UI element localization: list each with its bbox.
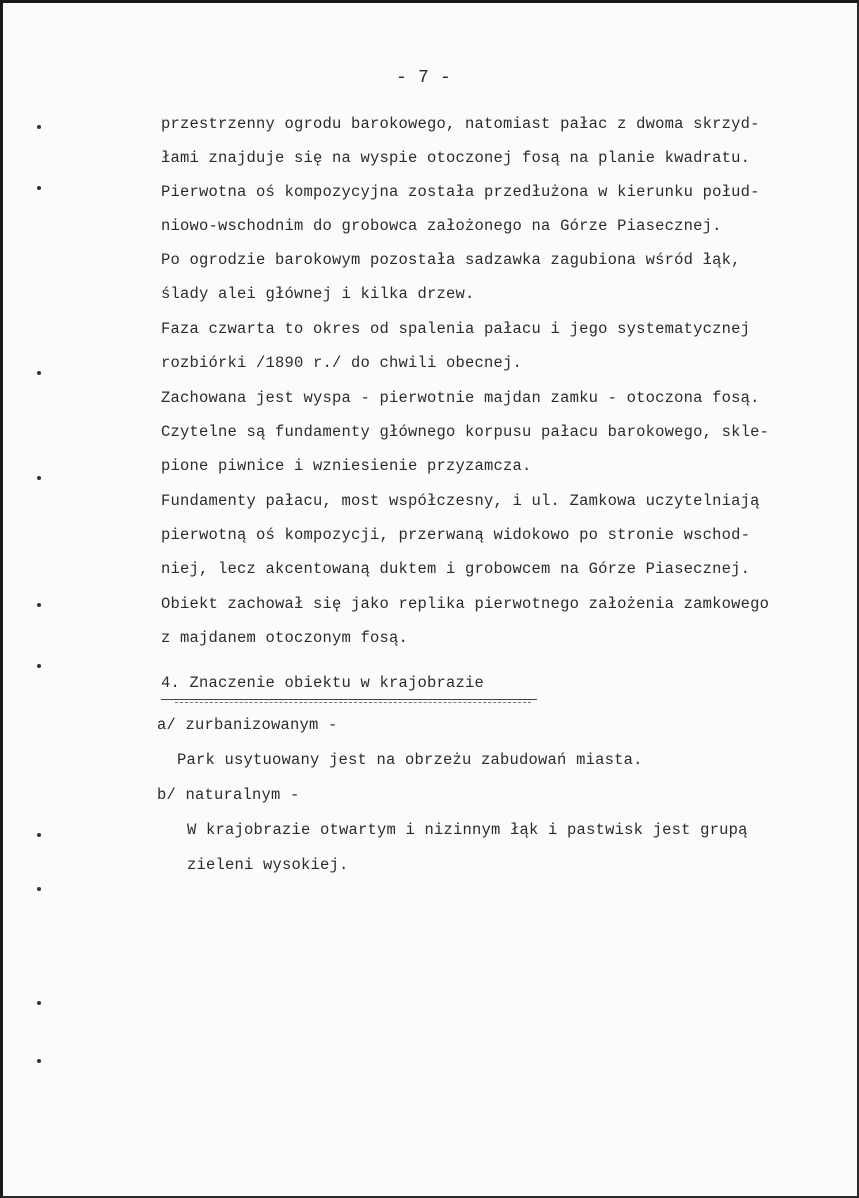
body-line: Po ogrodzie barokowym pozostała sadzawka zagubiona wśród łąk, xyxy=(161,251,741,269)
body-line: Fundamenty pałacu, most współczesny, i ul. Zamkowa uczytelniają xyxy=(161,492,760,510)
margin-mark xyxy=(37,186,41,190)
body-line: Czytelne są fundamenty głównego korpusu pałacu barokowego, skle- xyxy=(161,423,770,441)
body-line: ślady alei głównej i kilka drzew. xyxy=(161,285,475,303)
margin-mark xyxy=(37,476,41,480)
margin-mark xyxy=(37,1059,41,1063)
body-line: łami znajduje się na wyspie otoczonej fosą na planie kwadratu. xyxy=(161,149,751,167)
margin-mark xyxy=(37,603,41,607)
margin-mark xyxy=(37,371,41,375)
body-line: Zachowana jest wyspa - pierwotnie majdan zamku - otoczona fosą. xyxy=(161,389,760,407)
section-heading: 4. Znaczenie obiektu w krajobrazie xyxy=(161,674,485,692)
list-item-label: a/ zurbanizowanym - xyxy=(157,716,338,734)
body-line: z majdanem otoczonym fosą. xyxy=(161,629,409,647)
body-line: pierwotną oś kompozycji, przerwaną widokowo po stronie wschod- xyxy=(161,526,751,544)
margin-mark xyxy=(37,887,41,891)
heading-underline-secondary xyxy=(175,702,531,703)
list-item-text: zieleni wysokiej. xyxy=(187,856,349,874)
margin-mark xyxy=(37,1001,41,1005)
body-line: Obiekt zachował się jako replika pierwotnego założenia zamkowego xyxy=(161,595,770,613)
body-line: pione piwnice i wzniesienie przyzamcza. xyxy=(161,457,532,475)
body-line: Pierwotna oś kompozycyjna została przedłużona w kierunku połud- xyxy=(161,183,760,201)
page-number: - 7 - xyxy=(396,68,452,88)
body-line: rozbiórki /1890 r./ do chwili obecnej. xyxy=(161,354,523,372)
margin-mark xyxy=(37,664,41,668)
margin-mark xyxy=(37,833,41,837)
body-line: Faza czwarta to okres od spalenia pałacu i jego systematycznej xyxy=(161,320,751,338)
list-item-text: Park usytuowany jest na obrzeżu zabudowań miasta. xyxy=(177,751,643,769)
body-line: niej, lecz akcentowaną duktem i grobowcem na Górze Piasecznej. xyxy=(161,560,751,578)
heading-underline xyxy=(161,699,537,700)
body-line: przestrzenny ogrodu barokowego, natomiast pałac z dwoma skrzyd- xyxy=(161,115,760,133)
list-item-label: b/ naturalnym - xyxy=(157,786,300,804)
list-item-text: W krajobrazie otwartym i nizinnym łąk i pastwisk jest grupą xyxy=(187,821,748,839)
body-line: niowo-wschodnim do grobowca założonego na Górze Piasecznej. xyxy=(161,217,722,235)
margin-mark xyxy=(37,125,41,129)
